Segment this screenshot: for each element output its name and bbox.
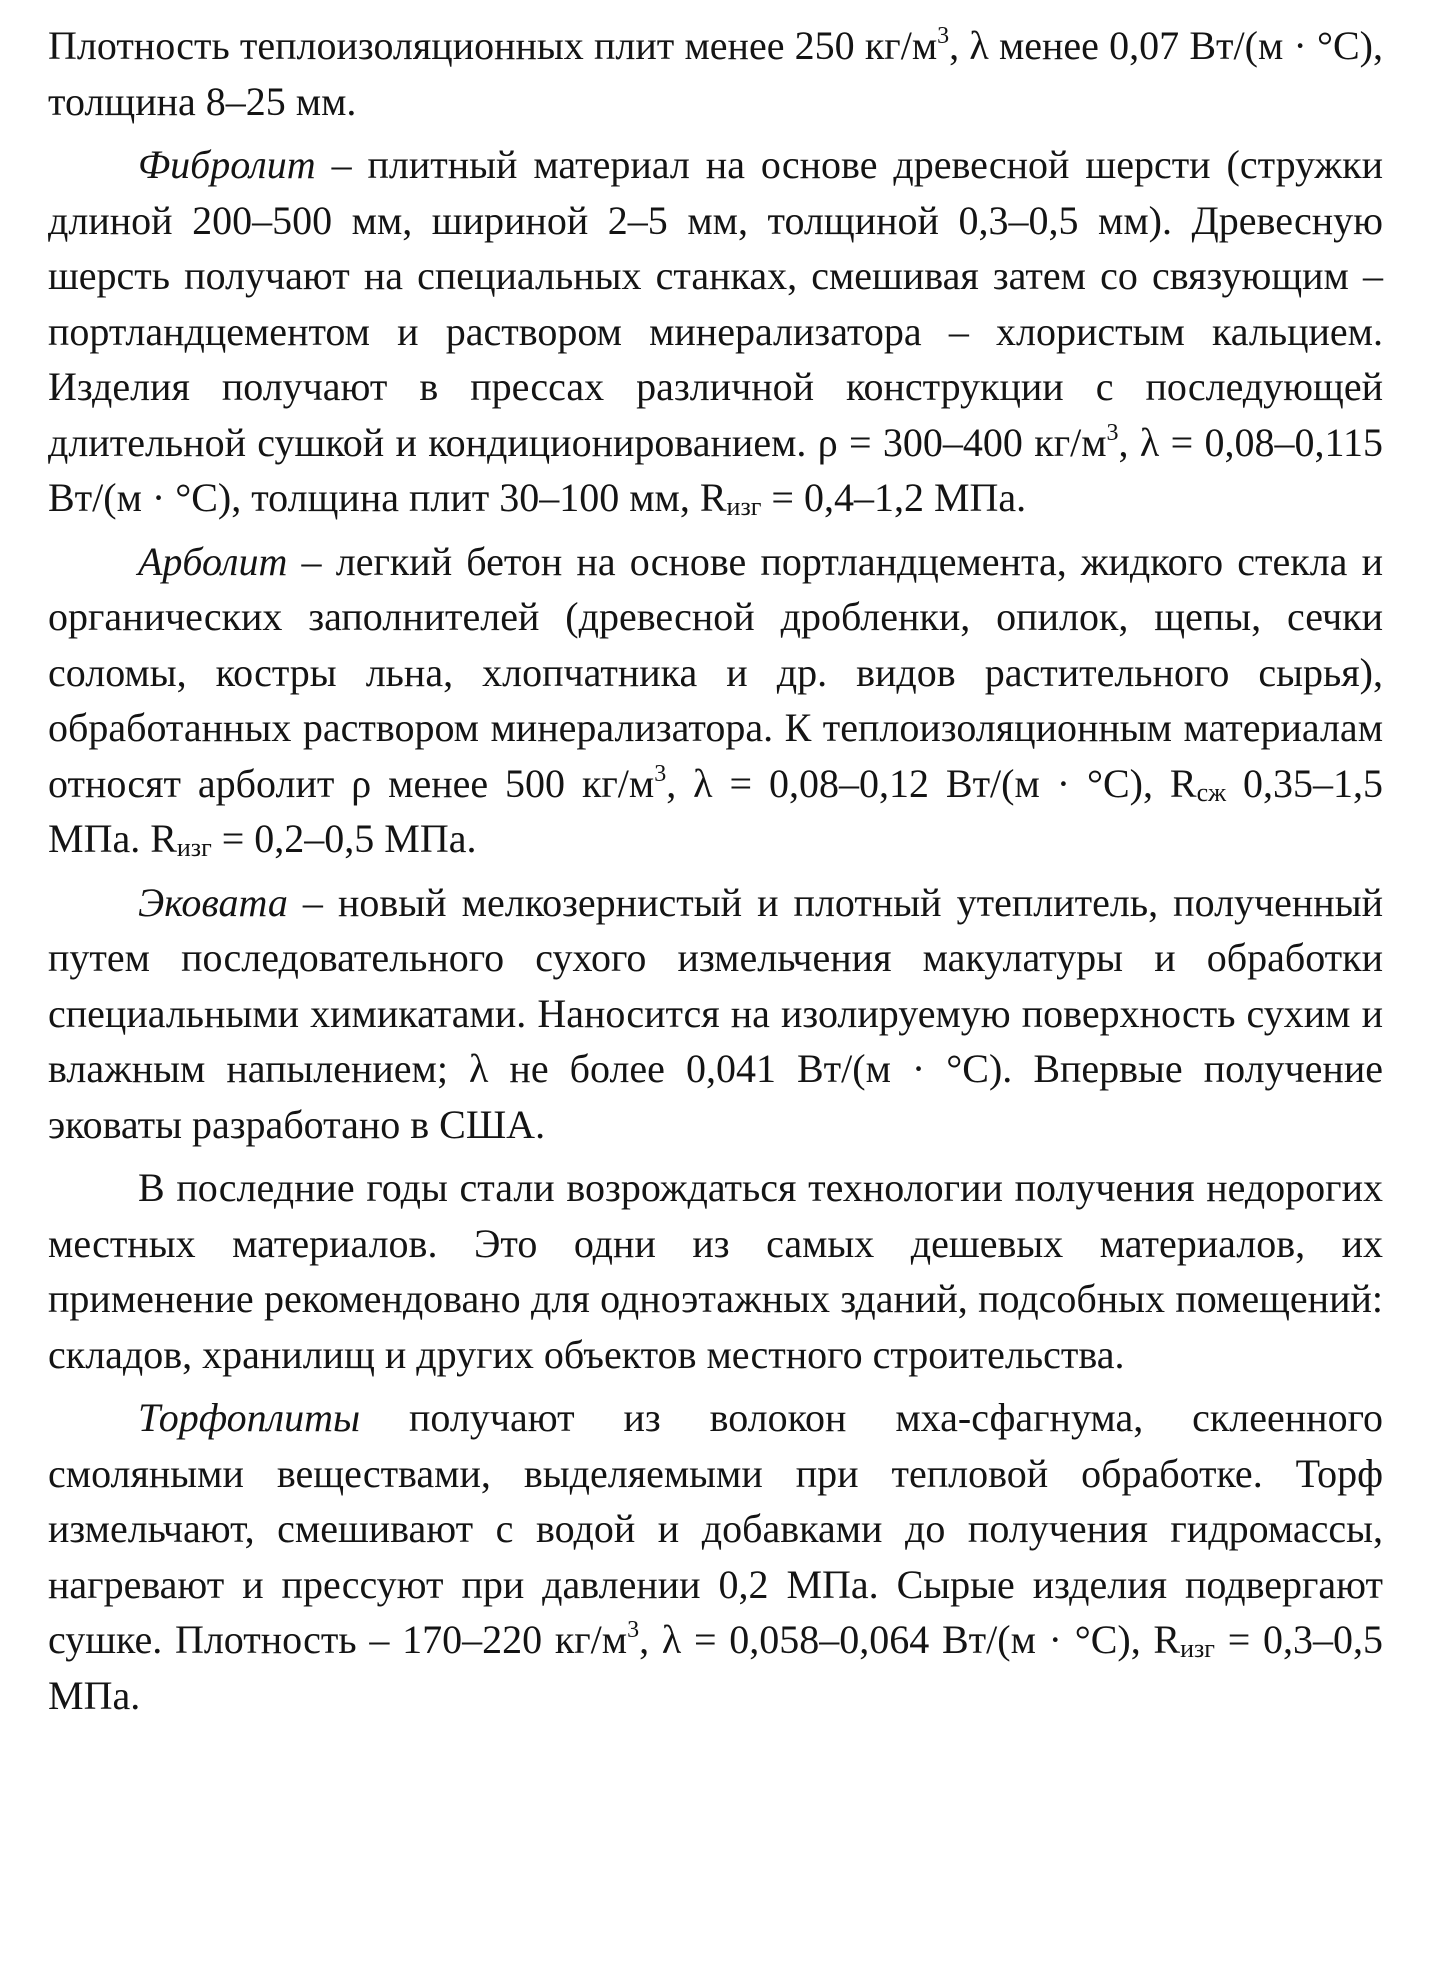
text-run: = 0,4–1,2 МПа. [761, 475, 1027, 520]
superscript: 3 [937, 23, 950, 49]
text-run: – плитный материал на основе древесной шерсти (стружки длиной 200–500 мм, шириной 2–5 мм, толщиной 0,3–0,5 мм). Древесную шерсть получают на специальных станках, смешивая затем со связующим – портландцементом и раствором минерализатора – хлористым кальцием. Изделия получают в прессах различной конструкции с последующей длительной сушкой и кондиционированием. ρ = 300–400 кг/м [48, 142, 1383, 465]
subscript: сж [1196, 777, 1227, 807]
text-run: – новый мелкозернистый и плотный утеплитель, полученный путем последовательного сухого измельчения макулатуры и обработки специальными химикатами. Наносится на изолируемую поверхность сухим и влажным напылением; λ не более 0,041 Вт/(м · °С). Впервые получение эковаты разработано в США. [48, 879, 1383, 1147]
paragraph-plate-density [48, 18, 1383, 129]
term-heading: Арболит [138, 538, 288, 584]
paragraph-arbolite [48, 534, 1383, 867]
text-run: получают из волокон мха-сфагнума, склеенного смоляными веществами, выделяемыми при тепловой обработке. Торф измельчают, смешивают с водой и добавками до получения гидромассы, нагревают и прессуют при давлении 0,2 МПа. Сырые изделия подвергают сушке. Плотность – 170–220 кг/м [48, 1395, 1383, 1662]
superscript: 3 [627, 1617, 640, 1643]
paragraph-local-materials [48, 1160, 1383, 1382]
paragraph-ecowool [48, 875, 1383, 1153]
term-heading: Эковата [138, 879, 288, 925]
term-heading: Торфоплиты [138, 1395, 361, 1440]
text-run: В последние годы стали возрождаться технологии получения недорогих местных материалов. Это одни из самых дешевых материалов, их применение рекомендовано для одноэтажных зданий, подсобных помещений: складов, хранилищ и других объектов местного строительства. [48, 1165, 1383, 1377]
text-run: , λ = 0,08–0,115 Вт/(м · °С), толщина плит 30–100 мм, R [48, 419, 1384, 520]
text-run: , λ менее 0,07 Вт/(м · °С), толщина 8–25 мм. [48, 23, 1383, 124]
subscript: изг [726, 492, 762, 521]
text-run: , λ = 0,058–0,064 Вт/(м · °С), R [639, 1617, 1181, 1662]
paragraph-peat-plates [48, 1390, 1383, 1723]
text-run: = 0,3–0,5 МПа. [48, 1617, 1383, 1718]
superscript: 3 [654, 760, 667, 787]
subscript: изг [1180, 1634, 1215, 1663]
text-run: Плотность теплоизоляционных плит менее 250 кг/м [48, 23, 938, 68]
paragraph-fibrolite [48, 137, 1383, 526]
superscript: 3 [1106, 419, 1119, 446]
subscript: изг [176, 833, 212, 862]
text-run: 0,35–1,5 МПа. R [48, 760, 1384, 861]
text-run: – легкий бетон на основе портландцемента, жидкого стекла и органических заполнителей (древесной дробленки, опилок, щепы, сечки соломы, костры льна, хлопчатника и др. видов растительного сырья), обработанных раствором минерализатора. К теплоизоляционным материалам относят арболит ρ менее 500 кг/м [48, 538, 1383, 806]
text-run: , λ = 0,08–0,12 Вт/(м · °С), R [666, 760, 1197, 806]
text-run: = 0,2–0,5 МПа. [211, 816, 477, 861]
document-page [48, 18, 1383, 1723]
term-heading: Фибролит [138, 142, 316, 187]
